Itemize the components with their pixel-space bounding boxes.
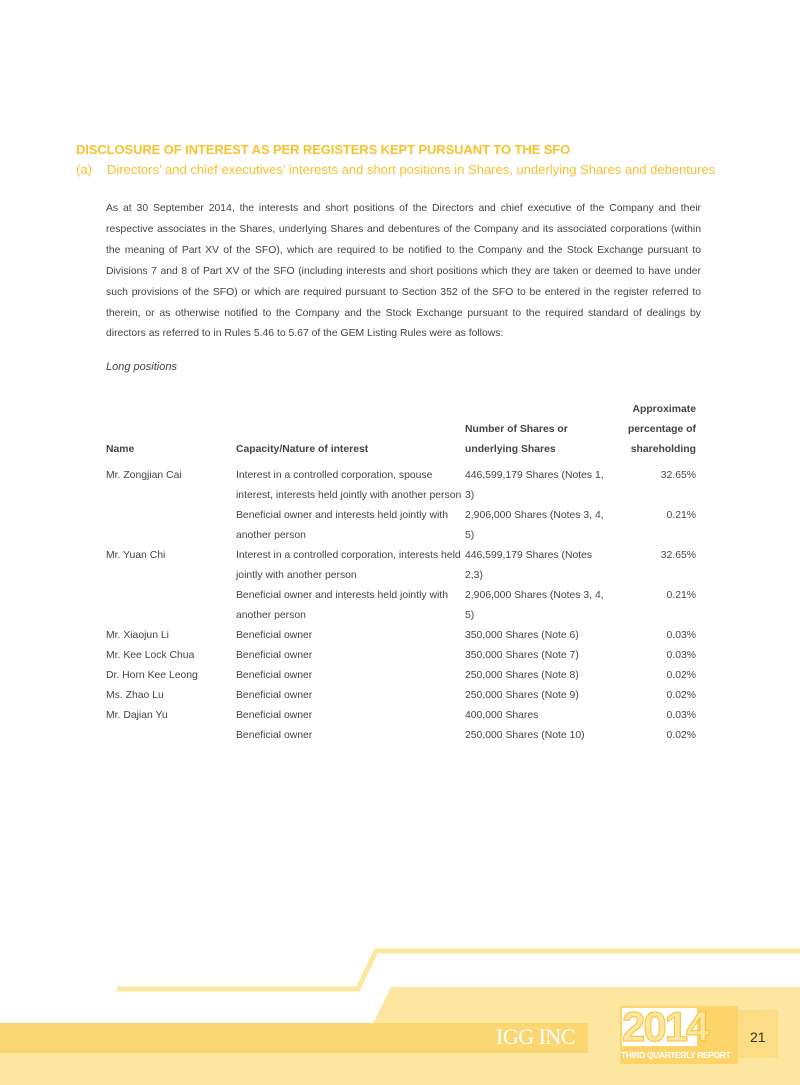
header-capacity: Capacity/Nature of interest xyxy=(236,444,369,455)
cell-percentage: 0.02% xyxy=(666,690,696,701)
cell-shares: 2,906,000 Shares (Notes 3, 4, 5) xyxy=(465,510,604,541)
cell-capacity: Interest in a controlled corporation, spouse interest, interests held jointly with another person xyxy=(236,470,462,501)
table-row xyxy=(106,586,696,626)
cell-percentage: 0.03% xyxy=(666,710,696,721)
cell-name xyxy=(106,726,236,746)
table-header-row xyxy=(106,400,696,466)
table-row xyxy=(106,686,696,706)
section-heading: DISCLOSURE OF INTEREST AS PER REGISTERS KEPT PURSUANT TO THE SFO xyxy=(76,142,571,157)
table-row xyxy=(106,646,696,666)
cell-capacity: Beneficial owner and interests held jointly with another person xyxy=(236,510,448,541)
cell-shares: 446,599,179 Shares (Notes 2,3) xyxy=(465,550,593,581)
body-paragraph: As at 30 September 2014, the interests and short positions of the Directors and chief executive of the Company and their respective associates in the Shares, underlying Shares and debentures of the Company and its associated corporations (within the meaning of Part XV of the SFO), which are required to be notified to the Company and the Stock Exchange pursuant to Divisions 7 and 8 of Part XV of the SFO (including interests and short positions which they are taken or deemed to have under such provisions of the SFO) or which are required pursuant to Section 352 of the SFO to be entered in the register referred to therein, or as otherwise notified to the Company and the Stock Exchange pursuant to the required standard of dealings by directors as referred to in Rules 5.46 to 5.67 of the GEM Listing Rules were as follows: xyxy=(106,203,701,340)
header-shares: Number of Shares or underlying Shares xyxy=(465,424,568,455)
cell-name: Mr. Kee Lock Chua xyxy=(106,650,195,661)
cell-capacity: Beneficial owner xyxy=(236,730,313,741)
subsection-title: Directors’ and chief executives’ interests and short positions in Shares, underlying Shares and debentures xyxy=(107,162,716,177)
report-type: THIRD QUARTERLY REPORT xyxy=(621,1050,731,1060)
table-row xyxy=(106,706,696,726)
cell-name xyxy=(106,506,236,546)
table-row xyxy=(106,546,696,586)
long-positions-label: Long positions xyxy=(106,361,177,373)
table-row xyxy=(106,506,696,546)
cell-shares: 446,599,179 Shares (Notes 1, 3) xyxy=(465,470,604,501)
cell-shares: 400,000 Shares xyxy=(465,710,539,721)
cell-capacity: Beneficial owner xyxy=(236,650,313,661)
subsection-heading xyxy=(76,162,715,177)
cell-shares: 250,000 Shares (Note 10) xyxy=(465,730,585,741)
cell-capacity: Beneficial owner xyxy=(236,710,313,721)
cell-name: Mr. Zongjian Cai xyxy=(106,470,182,481)
cell-percentage: 32.65% xyxy=(660,470,696,481)
page-number: 21 xyxy=(750,1029,766,1045)
table-row xyxy=(106,466,696,506)
cell-capacity: Interest in a controlled corporation, interests held jointly with another person xyxy=(236,550,461,581)
cell-shares: 2,906,000 Shares (Notes 3, 4, 5) xyxy=(465,590,604,621)
cell-shares: 250,000 Shares (Note 9) xyxy=(465,690,579,701)
cell-capacity: Beneficial owner and interests held jointly with another person xyxy=(236,590,448,621)
cell-capacity: Beneficial owner xyxy=(236,690,313,701)
subsection-label: (a) xyxy=(76,162,92,177)
header-name: Name xyxy=(106,444,135,455)
report-year: 2014 xyxy=(622,1003,708,1050)
cell-shares: 250,000 Shares (Note 8) xyxy=(465,670,579,681)
cell-name xyxy=(106,586,236,626)
cell-percentage: 0.02% xyxy=(666,670,696,681)
interests-table xyxy=(106,400,696,746)
cell-name: Dr. Horn Kee Leong xyxy=(106,670,198,681)
cell-name: Mr. Dajian Yu xyxy=(106,710,168,721)
cell-shares: 350,000 Shares (Note 6) xyxy=(465,630,579,641)
cell-capacity: Beneficial owner xyxy=(236,630,313,641)
cell-name: Ms. Zhao Lu xyxy=(106,690,164,701)
table-row xyxy=(106,726,696,746)
cell-capacity: Beneficial owner xyxy=(236,670,313,681)
header-percentage: Approximate percentage of shareholding xyxy=(627,404,696,455)
cell-percentage: 32.65% xyxy=(660,550,696,561)
table-row xyxy=(106,666,696,686)
cell-percentage: 0.21% xyxy=(666,590,696,601)
cell-name: Mr. Xiaojun Li xyxy=(106,630,169,641)
company-name: IGG INC xyxy=(496,1024,575,1049)
cell-percentage: 0.21% xyxy=(666,510,696,521)
cell-shares: 350,000 Shares (Note 7) xyxy=(465,650,579,661)
cell-percentage: 0.02% xyxy=(666,730,696,741)
table-row xyxy=(106,626,696,646)
cell-name: Mr. Yuan Chi xyxy=(106,550,166,561)
cell-percentage: 0.03% xyxy=(666,650,696,661)
cell-percentage: 0.03% xyxy=(666,630,696,641)
